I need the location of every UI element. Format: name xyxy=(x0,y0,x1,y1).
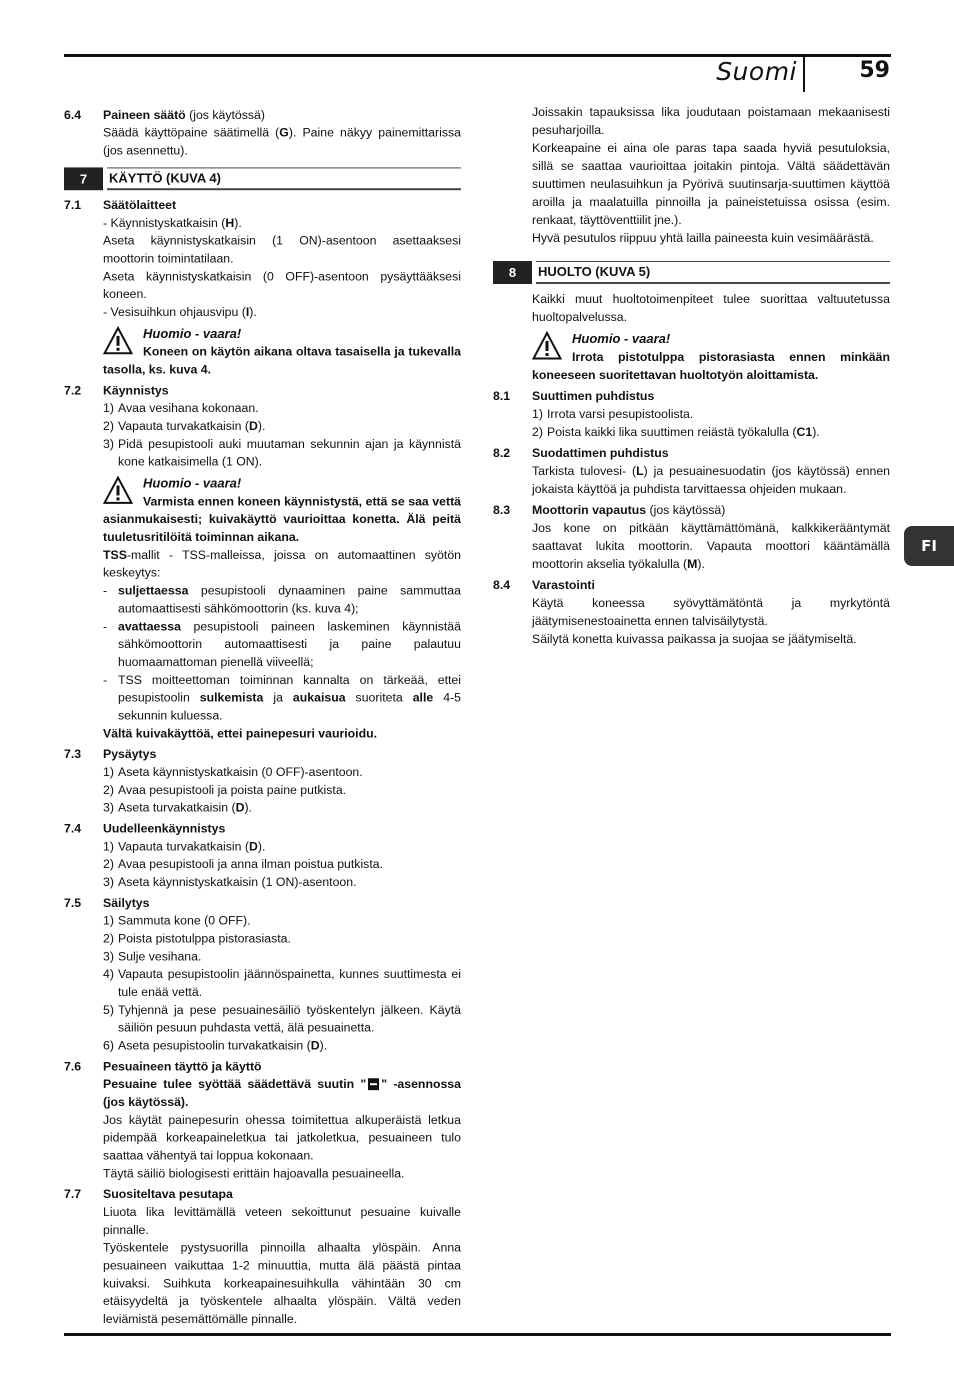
subsection-7-5: 7.5 Säilytys xyxy=(64,895,150,910)
section-title: KÄYTTÖ (KUVA 4) xyxy=(107,167,461,190)
warning-box xyxy=(532,330,890,384)
paragraph: Aseta käynnistyskatkaisin (0 OFF)-asentoon pysäyttääksesi koneen. xyxy=(103,269,461,302)
subsection-title: Pesuaineen täyttö ja käyttö xyxy=(103,1059,262,1074)
paragraph: Aseta käynnistyskatkaisin (1 ON)-asentoon asettaaksesi moottorin toimintatilaan. xyxy=(103,233,461,266)
paragraph: Käytä koneessa syövyttämätöntä ja myrkytöntä jäätymisenestoainetta ennen talvisäilytystä. xyxy=(532,596,890,628)
list-item: 2) Avaa pesupistooli ja poista paine putkista. xyxy=(103,782,347,797)
paragraph: Säädä käyttöpaine säätimellä (G). Paine näkyy painemittarissa (jos asennettu). xyxy=(103,125,461,158)
subsection-7-4: 7.4 Uudelleenkäynnistys xyxy=(64,821,226,836)
list-item: - suljettaessa pesupistooli dynaaminen paine sammuttaa automaattisesti sähkömoottorin (ks. kuva 4); xyxy=(103,583,461,616)
subsection-title: Säätölaitteet xyxy=(103,198,177,213)
page-number: 59 xyxy=(859,58,890,83)
subsection-title: Suuttimen puhdistus xyxy=(532,389,655,403)
warning-box xyxy=(103,325,461,379)
subsection-title: Pysäytys xyxy=(103,747,157,762)
left-column xyxy=(64,103,461,1328)
list-item: - Vesisuihkun ohjausvipu (I). xyxy=(103,305,257,320)
list-item: 1) Aseta käynnistyskatkaisin (0 OFF)-asentoon. xyxy=(103,765,363,779)
footer-rule xyxy=(64,1333,891,1336)
subsection-title: Suositeltava pesutapa xyxy=(103,1187,233,1202)
subsection-title: Paineen säätö xyxy=(103,107,186,122)
list-item: 4) Vapauta pesupistoolin jäännöspainetta, kunnes suuttimesta ei tule enää vettä. xyxy=(103,967,461,999)
warning-triangle-icon xyxy=(103,326,133,356)
paragraph: Jos käytät painepesurin ohessa toimitettua alkuperäistä letkua pidempää korkeapaineletkua tai jatkoletkua, pesuaineen tulo saattaa vähentyä tai loppua kokonaan. xyxy=(103,1112,461,1163)
subsection-title: Moottorin vapautus xyxy=(532,503,647,517)
paragraph: Täytä säiliö biologisesti erittäin hajoavalla pesuaineella. xyxy=(103,1166,405,1181)
section-8-header xyxy=(493,261,890,284)
warning-title: Huomio - vaara! xyxy=(143,475,242,491)
list-item: 1) Sammuta kone (0 OFF). xyxy=(103,913,251,928)
subsection-8-4: 8.4 Varastointi xyxy=(493,578,595,592)
section-number: 8 xyxy=(493,261,532,284)
paragraph: Tarkista tulovesi- (L) ja pesuainesuodatin (jos käytössä) ennen jokaista käyttöä ja puhdista tarvittaessa ohjeiden mukaan. xyxy=(532,464,890,496)
subsection-number: 6.4 xyxy=(64,107,82,122)
list-item: 3) Sulje vesihana. xyxy=(103,949,202,964)
subsection-7-6: 7.6 Pesuaineen täyttö ja käyttö xyxy=(64,1059,262,1074)
bold-note: Pesuaine tulee syöttää säädettävä suutin " " -asennossa (jos käytössä). xyxy=(103,1077,461,1109)
warning-box xyxy=(103,475,461,546)
section-number: 7 xyxy=(64,167,103,190)
paragraph: Kaikki muut huoltotoimenpiteet tulee suorittaa valtuutetussa huoltopalvelussa. xyxy=(532,292,890,324)
paragraph: Korkeapaine ei aina ole paras tapa saada hyviä pesutuloksia, sillä se saattaa vaurioittaa joitakin pintoja. Vältä säädettävän suuttimen neulasuihkun ja Pyörivä suutinsarja-suuttimen käyttöä aroilla ja maalatuilla pinnoilla ja paineistetuissa osissa (esim. renkaat, täyttöventtiilit jne.). xyxy=(532,141,890,227)
warning-text: Varmista ennen koneen käynnistystä, että se saa vettä asianmukaisesti; kuivakäyttö vaurioittaa konetta. Älä peitä tuuletusritilöitä toiminnan aikana. xyxy=(103,494,461,545)
list-item: 2) Vapauta turvakatkaisin (D). xyxy=(103,419,266,434)
subsection-7-2: 7.2 Käynnistys xyxy=(64,383,169,398)
list-item: 3) Pidä pesupistooli auki muutaman sekunnin ajan ja käynnistä kone katkaisimella (1 ON). xyxy=(103,437,461,469)
list-item: 6) Aseta pesupistoolin turvakatkaisin (D). xyxy=(103,1038,328,1053)
list-item: 2) Poista kaikki lika suuttimen reiästä työkalulla (C1). xyxy=(532,425,820,439)
list-item: - avattaessa pesupistooli paineen laskeminen käynnistää sähkömoottorin automaattisesti ja paine palautuu huomaamattoman pienellä viiveellä; xyxy=(103,619,461,669)
section-7-header xyxy=(64,167,461,190)
list-item: 1) Avaa vesihana kokonaan. xyxy=(103,401,259,416)
paragraph: Joissakin tapauksissa lika joudutaan poistamaan mekaanisesti pesuharjoilla. xyxy=(532,105,890,137)
subsection-note: (jos käytössä) xyxy=(185,107,265,122)
list-item: 5) Tyhjennä ja pese pesuainesäiliö työskentelyn jälkeen. Käytä säiliön pesuun puhdasta vettä, älä pesuainetta. xyxy=(103,1002,461,1035)
subsection-7-7: 7.7 Suositeltava pesutapa xyxy=(64,1187,233,1202)
subsection-8-2: 8.2 Suodattimen puhdistus xyxy=(493,446,669,460)
warning-triangle-icon xyxy=(532,331,562,361)
nozzle-setting-icon xyxy=(368,1078,379,1090)
warning-title: Huomio - vaara! xyxy=(572,331,671,346)
list-item: 3) Aseta turvakatkaisin (D). xyxy=(103,800,252,815)
subsection-title: Säilytys xyxy=(103,895,150,910)
subsection-8-3: 8.3 Moottorin vapautus (jos käytössä) xyxy=(493,503,726,517)
right-column xyxy=(493,103,890,648)
list-item: - TSS moitteettoman toiminnan kannalta on tärkeää, ettei pesupistoolin sulkemista ja aukaisua suoriteta alle 4-5 sekunnin kuluessa. xyxy=(103,672,461,723)
paragraph: Työskentele pystysuorilla pinnoilla alhaalta ylöspäin. Anna pesuaineen vaikuttaa 1-2 minuuttia, mutta älä päästä pintaa kuivaksi. Suihkuta korkeapainesuihkulla vähintään 30 cm etäisyydeltä ja työskentele alhaalta ylöspäin. Vältä veden leviämistä pesemättömälle pinnalle. xyxy=(103,1240,461,1327)
subsection-7-1: 7.1 Säätölaitteet xyxy=(64,198,177,213)
subsection-6-4 xyxy=(64,106,461,124)
subsection-8-1: 8.1 Suuttimen puhdistus xyxy=(493,389,655,403)
language-tab: FI xyxy=(904,526,954,566)
subsection-title: Varastointi xyxy=(532,578,595,592)
subsection-title: Käynnistys xyxy=(103,383,169,398)
list-item: 2) Avaa pesupistooli ja anna ilman poistua putkista. xyxy=(103,857,384,872)
section-title: HUOLTO (KUVA 5) xyxy=(536,261,890,284)
paragraph: Säilytä konetta kuivassa paikassa ja suojaa se jäätymiseltä. xyxy=(532,632,857,646)
list-item: - Käynnistyskatkaisin (H). xyxy=(103,215,242,230)
list-item: 1) Vapauta turvakatkaisin (D). xyxy=(103,839,266,854)
list-item: 3) Aseta käynnistyskatkaisin (1 ON)-asentoon. xyxy=(103,875,357,889)
paragraph: Jos kone on pitkään käyttämättömänä, kalkkikerääntymät saattavat lukita moottorin. Vapauta moottori kääntämällä moottorin akselia työkalulla (M). xyxy=(532,521,890,571)
warning-text: Irrota pistotulppa pistorasiasta ennen minkään koneeseen suoritettavan huoltotyön aloittamista. xyxy=(532,350,890,382)
paragraph: Liuota lika levittämällä veteen sekoittunut pesuaine kuivalle pinnalle. xyxy=(103,1205,461,1237)
subsection-title: Suodattimen puhdistus xyxy=(532,446,669,460)
subsection-note: (jos käytössä) xyxy=(646,503,726,517)
subsection-7-3: 7.3 Pysäytys xyxy=(64,747,157,762)
bold-note: Vältä kuivakäyttöä, ettei painepesuri vaurioidu. xyxy=(103,726,378,741)
warning-text: Koneen on käytön aikana oltava tasaisella ja tukevalla tasolla, ks. kuva 4. xyxy=(103,344,461,377)
warning-triangle-icon xyxy=(103,476,133,506)
warning-title: Huomio - vaara! xyxy=(143,325,242,341)
paragraph: Hyvä pesutulos riippuu yhtä lailla paineesta kuin vesimäärästä. xyxy=(532,231,874,245)
paragraph: TSS-mallit - TSS-malleissa, joissa on automaattinen syötön keskeytys: xyxy=(103,548,461,580)
header-divider xyxy=(803,54,805,92)
subsection-title: Uudelleenkäynnistys xyxy=(103,821,226,836)
list-item: 1) Irrota varsi pesupistoolista. xyxy=(532,407,694,421)
header-language: Suomi xyxy=(716,57,797,86)
list-item: 2) Poista pistotulppa pistorasiasta. xyxy=(103,931,291,946)
